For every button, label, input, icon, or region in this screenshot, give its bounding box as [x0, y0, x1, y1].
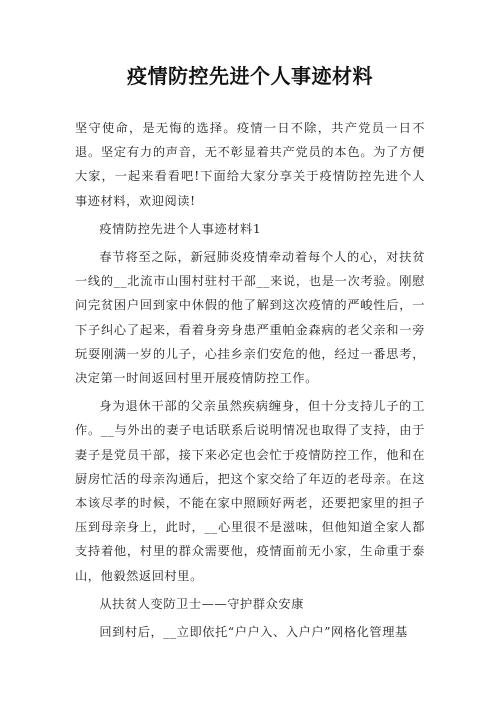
- section-heading: 疫情防控先进个人事迹材料1: [99, 221, 262, 236]
- body-paragraph-3: 回到村后，__立即依托“户户入、入户户”网格化管理基: [99, 625, 408, 640]
- body-paragraph-2: 身为退休干部的父亲虽然疾病缠身，但十分支持儿子的工作。__与外出的妻子电话联系后说明情况也取得了支持，由于妻子是党员干部，接下来必定也会忙于疫情防控工作，他和在厨房忙活的母亲沟通后，把这个家交给了年迈的老母亲。在这本该尽孝的时候，不能在家中照顾好两老，还要把家里的担子压到母亲身上，此时，__心里很不是滋味，但他知道全家人都支持着他，村里的群众需要他，疫情面前无小家，生命重于泰山，他毅然返回村里。: [75, 399, 425, 583]
- sub-heading: 从扶贫人变防卫士——守护群众安康: [99, 596, 304, 611]
- intro-paragraph: 坚守使命，是无悔的选择。疫情一日不除，共产党员一日不退。坚定有力的声音，无不彰显着共产党员的本色。为了方便大家，一起来看看吧!下面给大家分享关于疫情防控先进个人事迹材料，欢迎阅读!: [75, 121, 425, 208]
- document-title: 疫情防控先进个人事迹材料: [127, 64, 373, 88]
- body-paragraph-1: 春节将至之际，新冠肺炎疫情牵动着每个人的心，对扶贫一线的__北流市山围村驻村干部__来说，也是一次考验。刚慰问完贫困户回到家中休假的他了解到这次疫情的严峻性后，一下子纠心了起来，看着身旁身患严重帕金森病的老父亲和一旁玩耍刚满一岁的儿子，心挂乡亲们安危的他，经过一番思考，决定第一时间返回村里开展疫情防控工作。: [75, 250, 425, 386]
- document-body: [75, 116, 425, 644]
